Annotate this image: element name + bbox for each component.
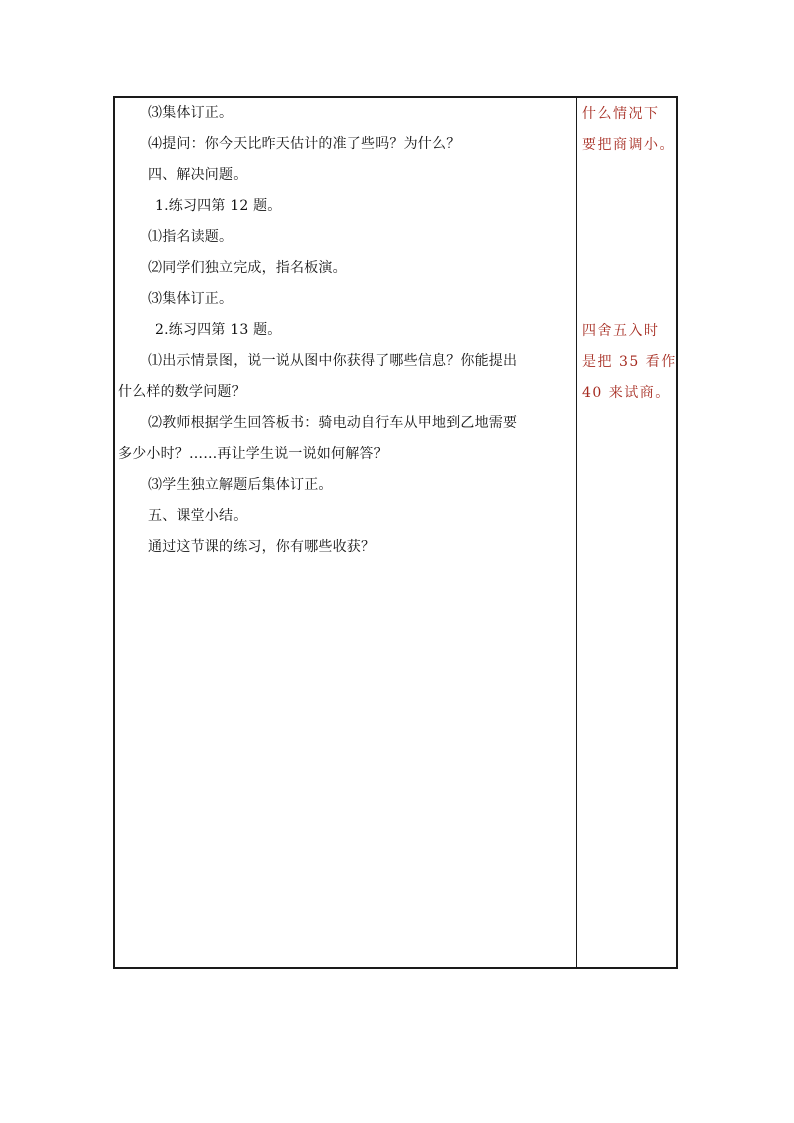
step-teacher-board-line-1: ⑵教师根据学生回答板书：骑电动自行车从甲地到乙地需要	[148, 415, 518, 431]
step-show-scene-line-2: 什么样的数学问题？	[118, 384, 246, 400]
side-note-rounding	[582, 316, 676, 409]
column-divider	[576, 96, 577, 969]
section-heading-summary: 五、课堂小结。	[148, 508, 248, 524]
step-solve-and-correct: ⑶学生独立解题后集体订正。	[148, 477, 333, 493]
side-note-2-line-1: 四舍五入时	[582, 323, 660, 339]
exercise-12-heading: 1.练习四第 12 题。	[155, 198, 282, 214]
lesson-content	[118, 98, 570, 563]
step-collective-correction-2: ⑶集体订正。	[148, 291, 234, 307]
section-heading-solve-problems: 四、解决问题。	[148, 167, 248, 183]
side-note-2-line-2: 是把 35 看作	[582, 354, 677, 370]
step-read-problem: ⑴指名读题。	[148, 229, 234, 245]
step-collective-correction: ⑶集体订正。	[148, 105, 234, 121]
step-question-estimate: ⑷提问：你今天比昨天估计的准了些吗？为什么？	[148, 136, 461, 152]
summary-question: 通过这节课的练习，你有哪些收获？	[148, 539, 376, 555]
side-note-1-line-1: 什么情况下	[582, 106, 660, 122]
side-note-1-line-2: 要把商调小。	[582, 137, 675, 153]
step-teacher-board-line-2: 多少小时？……再让学生说一说如何解答？	[118, 446, 388, 462]
side-note-adjust-quotient	[582, 99, 676, 161]
step-show-scene-line-1: ⑴出示情景图，说一说从图中你获得了哪些信息？你能提出	[148, 353, 518, 369]
side-note-2-line-3: 40 来试商。	[582, 385, 671, 401]
exercise-13-heading: 2.练习四第 13 题。	[155, 322, 282, 338]
step-independent-work: ⑵同学们独立完成，指名板演。	[148, 260, 347, 276]
